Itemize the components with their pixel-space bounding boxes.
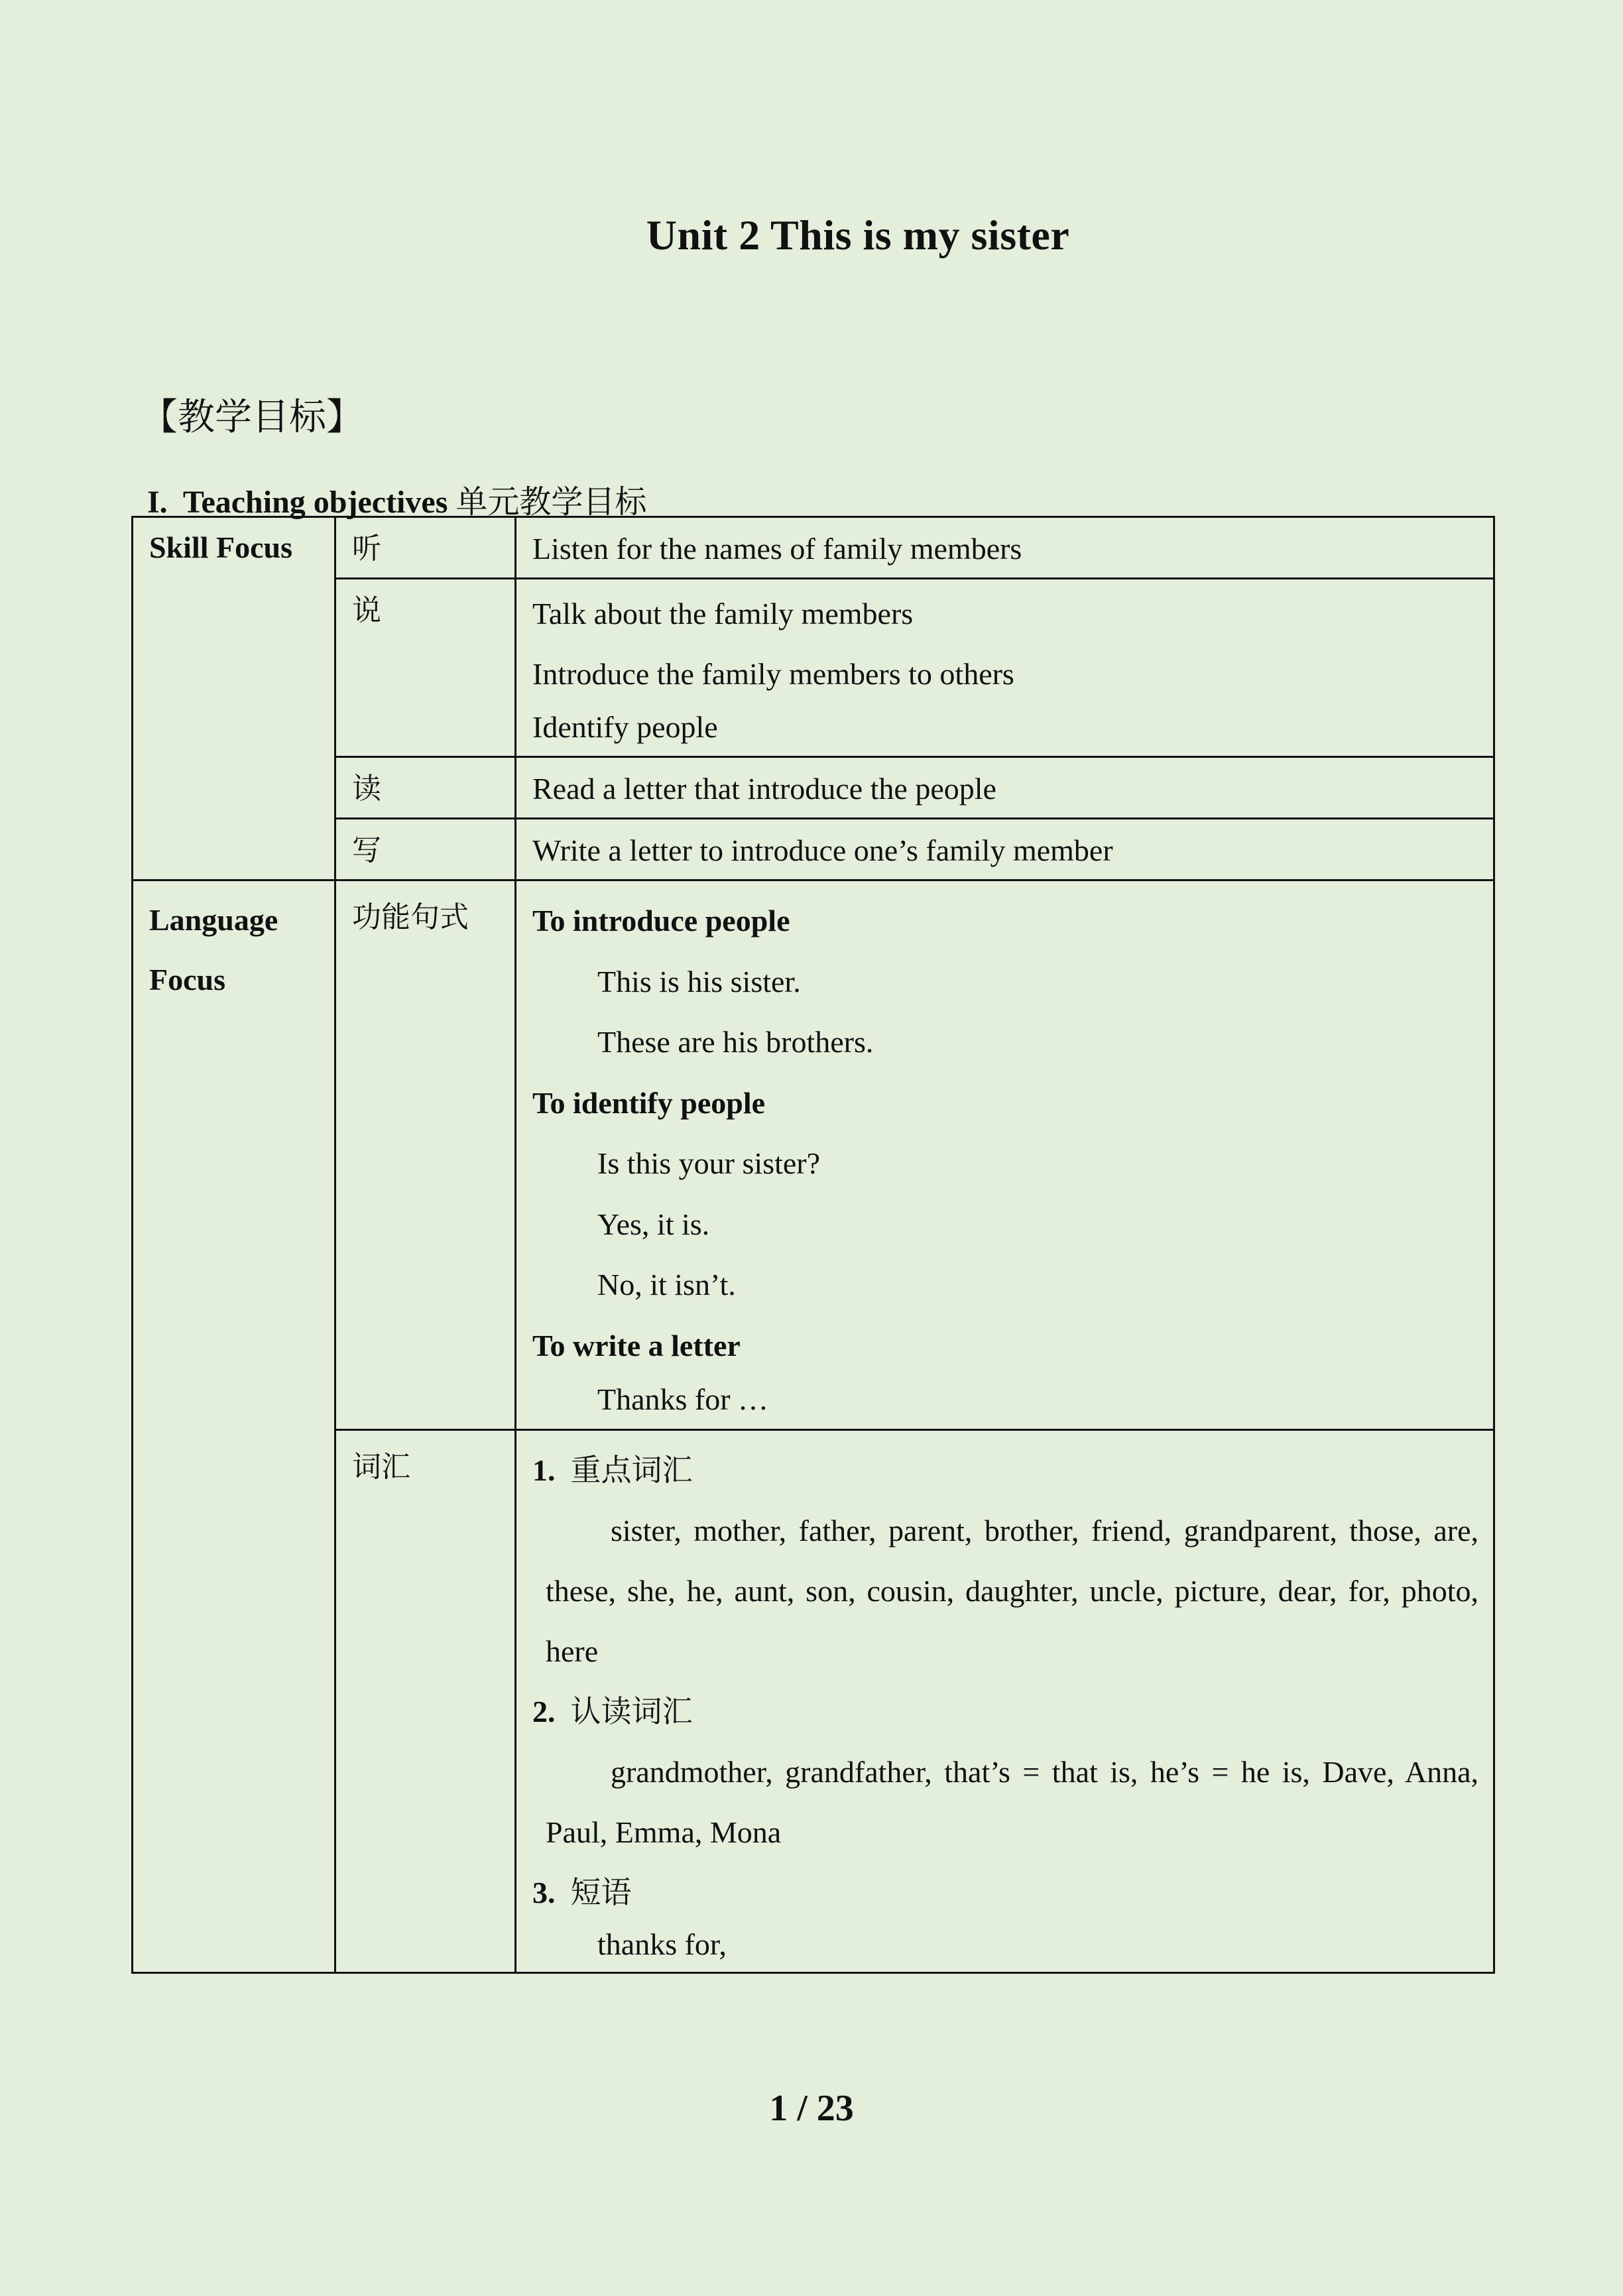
- skill-desc-line: Write a letter to introduce one’s family member: [532, 833, 1113, 867]
- vocab-section-number: 3.: [532, 1876, 556, 1909]
- language-focus-label: Language: [149, 903, 278, 937]
- table-row: [133, 1430, 1494, 1973]
- teaching-objectives-heading: [147, 476, 646, 522]
- functions-content-cell: [516, 880, 1494, 1430]
- skill-cell: [335, 819, 516, 880]
- skill-desc-cell: [516, 517, 1494, 579]
- section-heading: 【教学目标】: [141, 396, 363, 439]
- subheading-chinese: 单元教学目标: [455, 483, 647, 520]
- vocabulary-content-cell: [516, 1430, 1494, 1973]
- functions-label-cell: [335, 880, 516, 1430]
- vocab-section-number: 2.: [532, 1695, 556, 1728]
- subheading-number: I.: [147, 485, 168, 520]
- skill-desc-cell: [516, 819, 1494, 880]
- page-number: 1 / 23: [769, 2088, 854, 2129]
- vocab-words: thanks for,: [597, 1927, 727, 1961]
- skill-listen: 听: [352, 532, 381, 566]
- function-example: Is this your sister?: [597, 1146, 821, 1180]
- function-example: Thanks for …: [597, 1382, 769, 1416]
- vocabulary-label: 词汇: [352, 1450, 410, 1484]
- skill-read: 读: [352, 772, 381, 806]
- functions-label: 功能句式: [352, 900, 469, 934]
- skill-desc-line: Introduce the family members to others: [532, 657, 1014, 691]
- skill-desc-line: Talk about the family members: [532, 597, 914, 631]
- skill-cell: [335, 579, 516, 757]
- skill-desc-line: Read a letter that introduce the people: [532, 772, 996, 806]
- function-heading: To write a letter: [532, 1328, 741, 1362]
- vocab-section-heading: [532, 1440, 1478, 1500]
- vocab-words: sister, mother, father, parent, brother, friend, grandparent, those, are, these, she, he, aunt, son, cousin, daughter, uncle, picture, dear, for, photo, here: [546, 1514, 1478, 1668]
- skill-cell: [335, 757, 516, 819]
- vocab-words: grandmother, grandfather, that’s = that is, he’s = he is, Dave, Anna, Paul, Emma, Mona: [546, 1755, 1478, 1849]
- objectives-table: [131, 516, 1495, 1974]
- skill-speak: 说: [352, 593, 381, 627]
- skill-cell: [335, 517, 516, 579]
- table-row: [133, 579, 1494, 757]
- vocab-section-number: 1.: [532, 1453, 556, 1487]
- skill-focus-label: Skill Focus: [149, 530, 293, 564]
- function-heading: To introduce people: [532, 904, 790, 937]
- skill-desc-cell: [516, 757, 1494, 819]
- table-row: [133, 757, 1494, 819]
- vocab-section-title: 认读词汇: [570, 1693, 693, 1729]
- function-example: Yes, it is.: [597, 1207, 710, 1241]
- vocab-section-heading: [532, 1862, 1478, 1923]
- subheading-english: Teaching objectives: [182, 485, 448, 520]
- skill-desc-line: Identify people: [532, 710, 718, 744]
- table-row: [133, 880, 1494, 1430]
- skill-desc-cell: [516, 579, 1494, 757]
- vocab-section-heading: [532, 1681, 1478, 1742]
- skill-write: 写: [352, 833, 381, 867]
- skill-desc-line: Listen for the names of family members: [532, 532, 1022, 566]
- language-focus-label-cell: [133, 880, 335, 1973]
- function-heading: To identify people: [532, 1085, 766, 1120]
- page-title: Unit 2 This is my sister: [646, 211, 1070, 259]
- vocab-section-title: 短语: [570, 1874, 632, 1910]
- table-row: [133, 819, 1494, 880]
- vocab-section-title: 重点词汇: [570, 1452, 693, 1488]
- language-focus-label-2: Focus: [149, 963, 225, 997]
- skill-focus-label-cell: [133, 517, 335, 880]
- function-example: These are his brothers.: [597, 1025, 874, 1059]
- vocabulary-label-cell: [335, 1430, 516, 1973]
- function-example: No, it isn’t.: [597, 1268, 736, 1301]
- function-example: This is his sister.: [597, 964, 801, 998]
- table-row: [133, 517, 1494, 579]
